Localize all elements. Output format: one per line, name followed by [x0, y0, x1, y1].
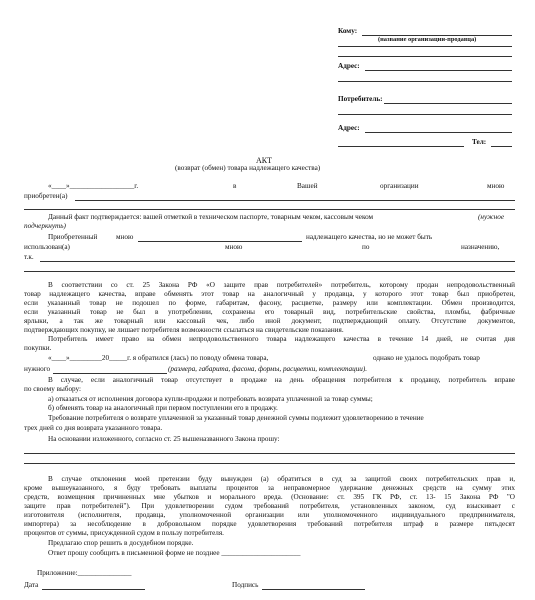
consumer-line-2 — [338, 114, 512, 115]
text-used: использован(а) — [24, 243, 70, 251]
address-line-2 — [365, 132, 512, 133]
court-text-1: В случае отклонения моей претензии буду вынужден (а) обратиться в суд за защитой своих потребительских прав и, — [48, 475, 515, 483]
purchased-item-line — [75, 200, 515, 201]
court-text-5: изготовителя (исполнителя, продавца, уполномоченной организации или уполномоченного индивидуального предпринимателя, — [24, 511, 515, 519]
address-label-2: Адрес: — [338, 124, 360, 132]
text-v: в — [233, 182, 237, 190]
court-text-4: защите прав потребителей"). При удовлетворении судом требований потребителя, установленных законом, суд взыскивает с — [24, 502, 515, 510]
law-text-1: В соответствии со ст. 25 Закона РФ «О защите прав потребителей» потребитель, которому продан непродовольственный — [48, 281, 515, 289]
court-text-2: кроме вышеуказанного, я буду требовать выплаты процентов за неправомерное удержание денежных средств на сумму этих — [24, 484, 515, 492]
request-text: На основании изложенного, согласно ст. 25 вышеназванного Закона прошу: — [48, 435, 280, 443]
law-text-2: товар надлежащего качества, вправе обменять этот товар на аналогичный у продавца, у которого этот товар был приобретен, — [24, 290, 515, 298]
text-po: по — [362, 243, 370, 251]
response-deadline-text: Ответ прошу сообщить в письменной форме не позднее ______________________ — [48, 549, 301, 557]
needed-line — [53, 373, 167, 374]
phone-line — [491, 146, 512, 147]
signature-label: Подпись — [232, 581, 259, 589]
text-by-me: мною — [116, 233, 134, 241]
law-text-4: если указанный товар не был в употреблении, сохранены его товарный вид, потребительские свойства, пломбы, фабричные — [24, 308, 515, 316]
law-text-6: подтверждающих покупку, не лишает потребителя возможности ссылаться на свидетельские показания. — [24, 326, 344, 334]
org-line — [338, 46, 512, 47]
appeal-text: однако не удалось подобрать товар — [373, 354, 480, 362]
text-acquired: Приобретенный — [48, 233, 98, 241]
doc-title: АКТ — [256, 156, 272, 165]
org-line-2 — [338, 56, 512, 57]
court-text-7: процентов от суммы, присужденной судом в пользу потребителя. — [24, 529, 224, 537]
reason-line — [40, 261, 515, 262]
text-by-me-2: мною — [225, 243, 243, 251]
address-label-1: Адрес: — [338, 62, 360, 70]
to-label: Кому: — [338, 27, 358, 35]
phone-label: Тел: — [472, 138, 487, 146]
option-b: б) обменять товар на аналогичный при первом поступлении его в продажу. — [48, 404, 278, 412]
request-line-1 — [24, 453, 515, 454]
exchange-right-2: покупки. — [24, 344, 52, 352]
text-needed: нужного — [24, 365, 51, 373]
pretrial-text: Предлагаю спор решить в досудебном порядке. — [48, 539, 194, 547]
purchased-item-line-2 — [24, 209, 515, 210]
text-purchased: приобретен(а) — [24, 192, 68, 200]
consumer-line — [384, 103, 512, 104]
reason-line-2 — [24, 271, 515, 272]
absence-text-1: В случае, если аналогичный товар отсутствует в продаже на день обращения потребителя к продавцу, потребитель вправе — [48, 376, 515, 384]
date-label: Дата — [24, 581, 39, 589]
appeal-date-text: «____»_________20_____г. я обратился (лась) по поводу обмена товара, — [48, 354, 269, 362]
text-quality: надлежащего качества, но не может быть — [306, 233, 433, 241]
attachment-label: Приложение:_______________ — [37, 569, 132, 577]
address-line-1b — [338, 81, 512, 82]
doc-subtitle: (возврат (обмен) товара надлежащего качества) — [175, 164, 321, 172]
proof-note-2: подчеркнуть) — [24, 222, 66, 230]
text-tk: т.к. — [24, 253, 34, 261]
signature-line — [262, 589, 365, 590]
needed-note: (размера, габарита, фасона, формы, расцветки, комплектации). — [168, 365, 368, 373]
address-line-1 — [365, 70, 512, 71]
request-line-2 — [24, 463, 515, 464]
absence-text-2: по своему выбору: — [24, 385, 82, 393]
court-text-3: средств, возмещения причиненных мне убытков и морального вреда. (Основание: ст. 395 ГК РФ, ст. 13- 15 Закона РФ "О — [24, 493, 515, 501]
option-a: а) отказаться от исполнения договора купли-продажи и потребовать возврата уплаченной за товар суммы; — [48, 395, 373, 403]
proof-text: Данный факт подтверждается: вашей отметкой в техническом паспорте, товарным чеком, кассовым чеком — [48, 213, 374, 221]
consumer-label: Потребитель: — [338, 95, 383, 103]
text-vashey: Вашей — [297, 182, 318, 190]
date-line — [42, 589, 145, 590]
text-mnoyu: мною — [487, 182, 505, 190]
court-text-6: импортера) за несоблюдение в добровольном порядке удовлетворения требований потребителя штраф в размере пятьдесят — [24, 520, 515, 528]
text-organization: организации — [380, 182, 419, 190]
law-text-5: ярлыки, а так же товарный или кассовый чек, либо иной документ, подтверждающий оплату. Отсутствие документов, — [24, 317, 515, 325]
proof-note: (нужное — [478, 213, 505, 221]
refund-text-1: Требование потребителя о возврате уплаченной за указанный товар денежной суммы подлежит удовлетворению в течение — [48, 414, 424, 422]
org-caption: (название организации-продавца) — [378, 36, 477, 43]
address-line-2b — [338, 146, 464, 147]
purchase-date: «____»__________________г. — [48, 182, 139, 190]
refund-text-2: трех дней со дня возврата указанного товара. — [24, 424, 163, 432]
item-line — [138, 241, 302, 242]
exchange-right-1: Потребитель имеет право на обмен непродовольственного товара надлежащего качества в течение 14 дней, не считая дня — [48, 335, 515, 343]
text-purpose: назначению, — [461, 243, 500, 251]
law-text-3: если указанный товар не подошел по форме, габаритам, фасону, расцветке, размеру или комплектации. Обмен производится, — [24, 299, 515, 307]
